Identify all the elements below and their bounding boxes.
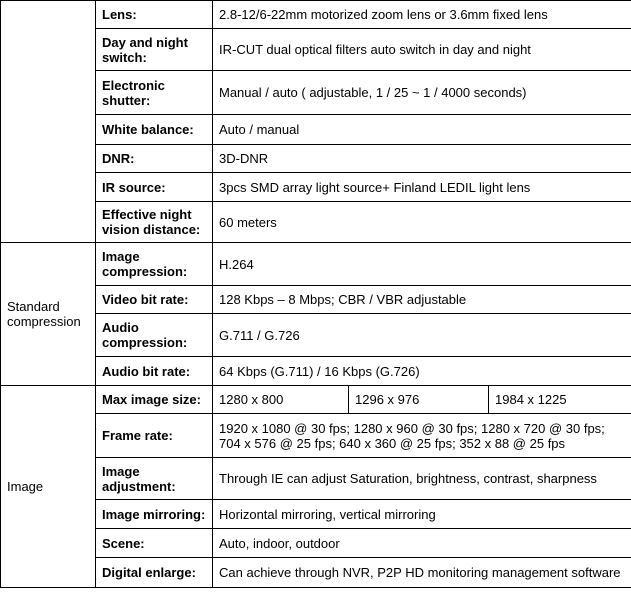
spec-row-digital-enlarge — [1, 558, 631, 588]
spec-row-image-mirroring — [1, 500, 631, 529]
spec-row-day-night — [1, 29, 631, 71]
row-value: Through IE can adjust Saturation, brightness, contrast, sharpness — [213, 458, 631, 500]
row-value: 60 meters — [213, 202, 631, 243]
row-value: 1920 x 1080 @ 30 fps; 1280 x 960 @ 30 fps; 1280 x 720 @ 30 fps; 704 x 576 @ 25 fps; 640 x 360 @ 25 fps; 352 x 88 @ 25 fps — [213, 414, 631, 458]
spec-row-shutter — [1, 71, 631, 115]
row-value: Auto, indoor, outdoor — [213, 529, 631, 558]
row-value-size-2: 1296 x 976 — [349, 386, 489, 414]
row-value: H.264 — [213, 243, 631, 286]
spec-row-white-balance — [1, 115, 631, 145]
row-label: Audio compression: — [96, 314, 213, 357]
category-image: Image — [1, 386, 96, 588]
row-label: Effective night vision distance: — [96, 202, 213, 243]
row-label: Electronic shutter: — [96, 71, 213, 115]
row-label: Frame rate: — [96, 414, 213, 458]
spec-row-night-vision — [1, 202, 631, 243]
row-label: Image mirroring: — [96, 500, 213, 529]
row-label: Image adjustment: — [96, 458, 213, 500]
row-label: Max image size: — [96, 386, 213, 414]
spec-row-lens — [1, 1, 631, 29]
spec-row-audio-compression — [1, 314, 631, 357]
spec-row-ir-source — [1, 173, 631, 202]
row-value: Auto / manual — [213, 115, 631, 145]
row-value: IR-CUT dual optical filters auto switch in day and night — [213, 29, 631, 71]
row-label: Audio bit rate: — [96, 357, 213, 386]
row-label: White balance: — [96, 115, 213, 145]
row-value: Horizontal mirroring, vertical mirroring — [213, 500, 631, 529]
row-value: 3D-DNR — [213, 145, 631, 173]
spec-row-video-bit-rate — [1, 286, 631, 314]
spec-row-scene — [1, 529, 631, 558]
row-label: Video bit rate: — [96, 286, 213, 314]
row-value-size-1: 1280 x 800 — [213, 386, 349, 414]
row-value: Manual / auto ( adjustable, 1 / 25 ~ 1 / 4000 seconds) — [213, 71, 631, 115]
row-label: Digital enlarge: — [96, 558, 213, 588]
row-value: Can achieve through NVR, P2P HD monitoring management software — [213, 558, 631, 588]
row-label: IR source: — [96, 173, 213, 202]
spec-row-dnr — [1, 145, 631, 173]
spec-row-max-image-size — [1, 386, 631, 414]
row-label: Lens: — [96, 1, 213, 29]
row-value: 2.8-12/6-22mm motorized zoom lens or 3.6mm fixed lens — [213, 1, 631, 29]
row-value: 64 Kbps (G.711) / 16 Kbps (G.726) — [213, 357, 631, 386]
row-label: Scene: — [96, 529, 213, 558]
row-value: G.711 / G.726 — [213, 314, 631, 357]
spec-row-frame-rate — [1, 414, 631, 458]
row-label: DNR: — [96, 145, 213, 173]
row-value-size-3: 1984 x 1225 — [489, 386, 631, 414]
row-value: 3pcs SMD array light source+ Finland LEDIL light lens — [213, 173, 631, 202]
category-standard-compression: Standard compression — [1, 243, 96, 386]
row-label: Image compression: — [96, 243, 213, 286]
row-value: 128 Kbps – 8 Mbps; CBR / VBR adjustable — [213, 286, 631, 314]
spec-row-image-adjustment — [1, 458, 631, 500]
spec-row-image-compression — [1, 243, 631, 286]
category-cell-empty — [1, 1, 96, 243]
spec-row-audio-bit-rate — [1, 357, 631, 386]
row-label: Day and night switch: — [96, 29, 213, 71]
